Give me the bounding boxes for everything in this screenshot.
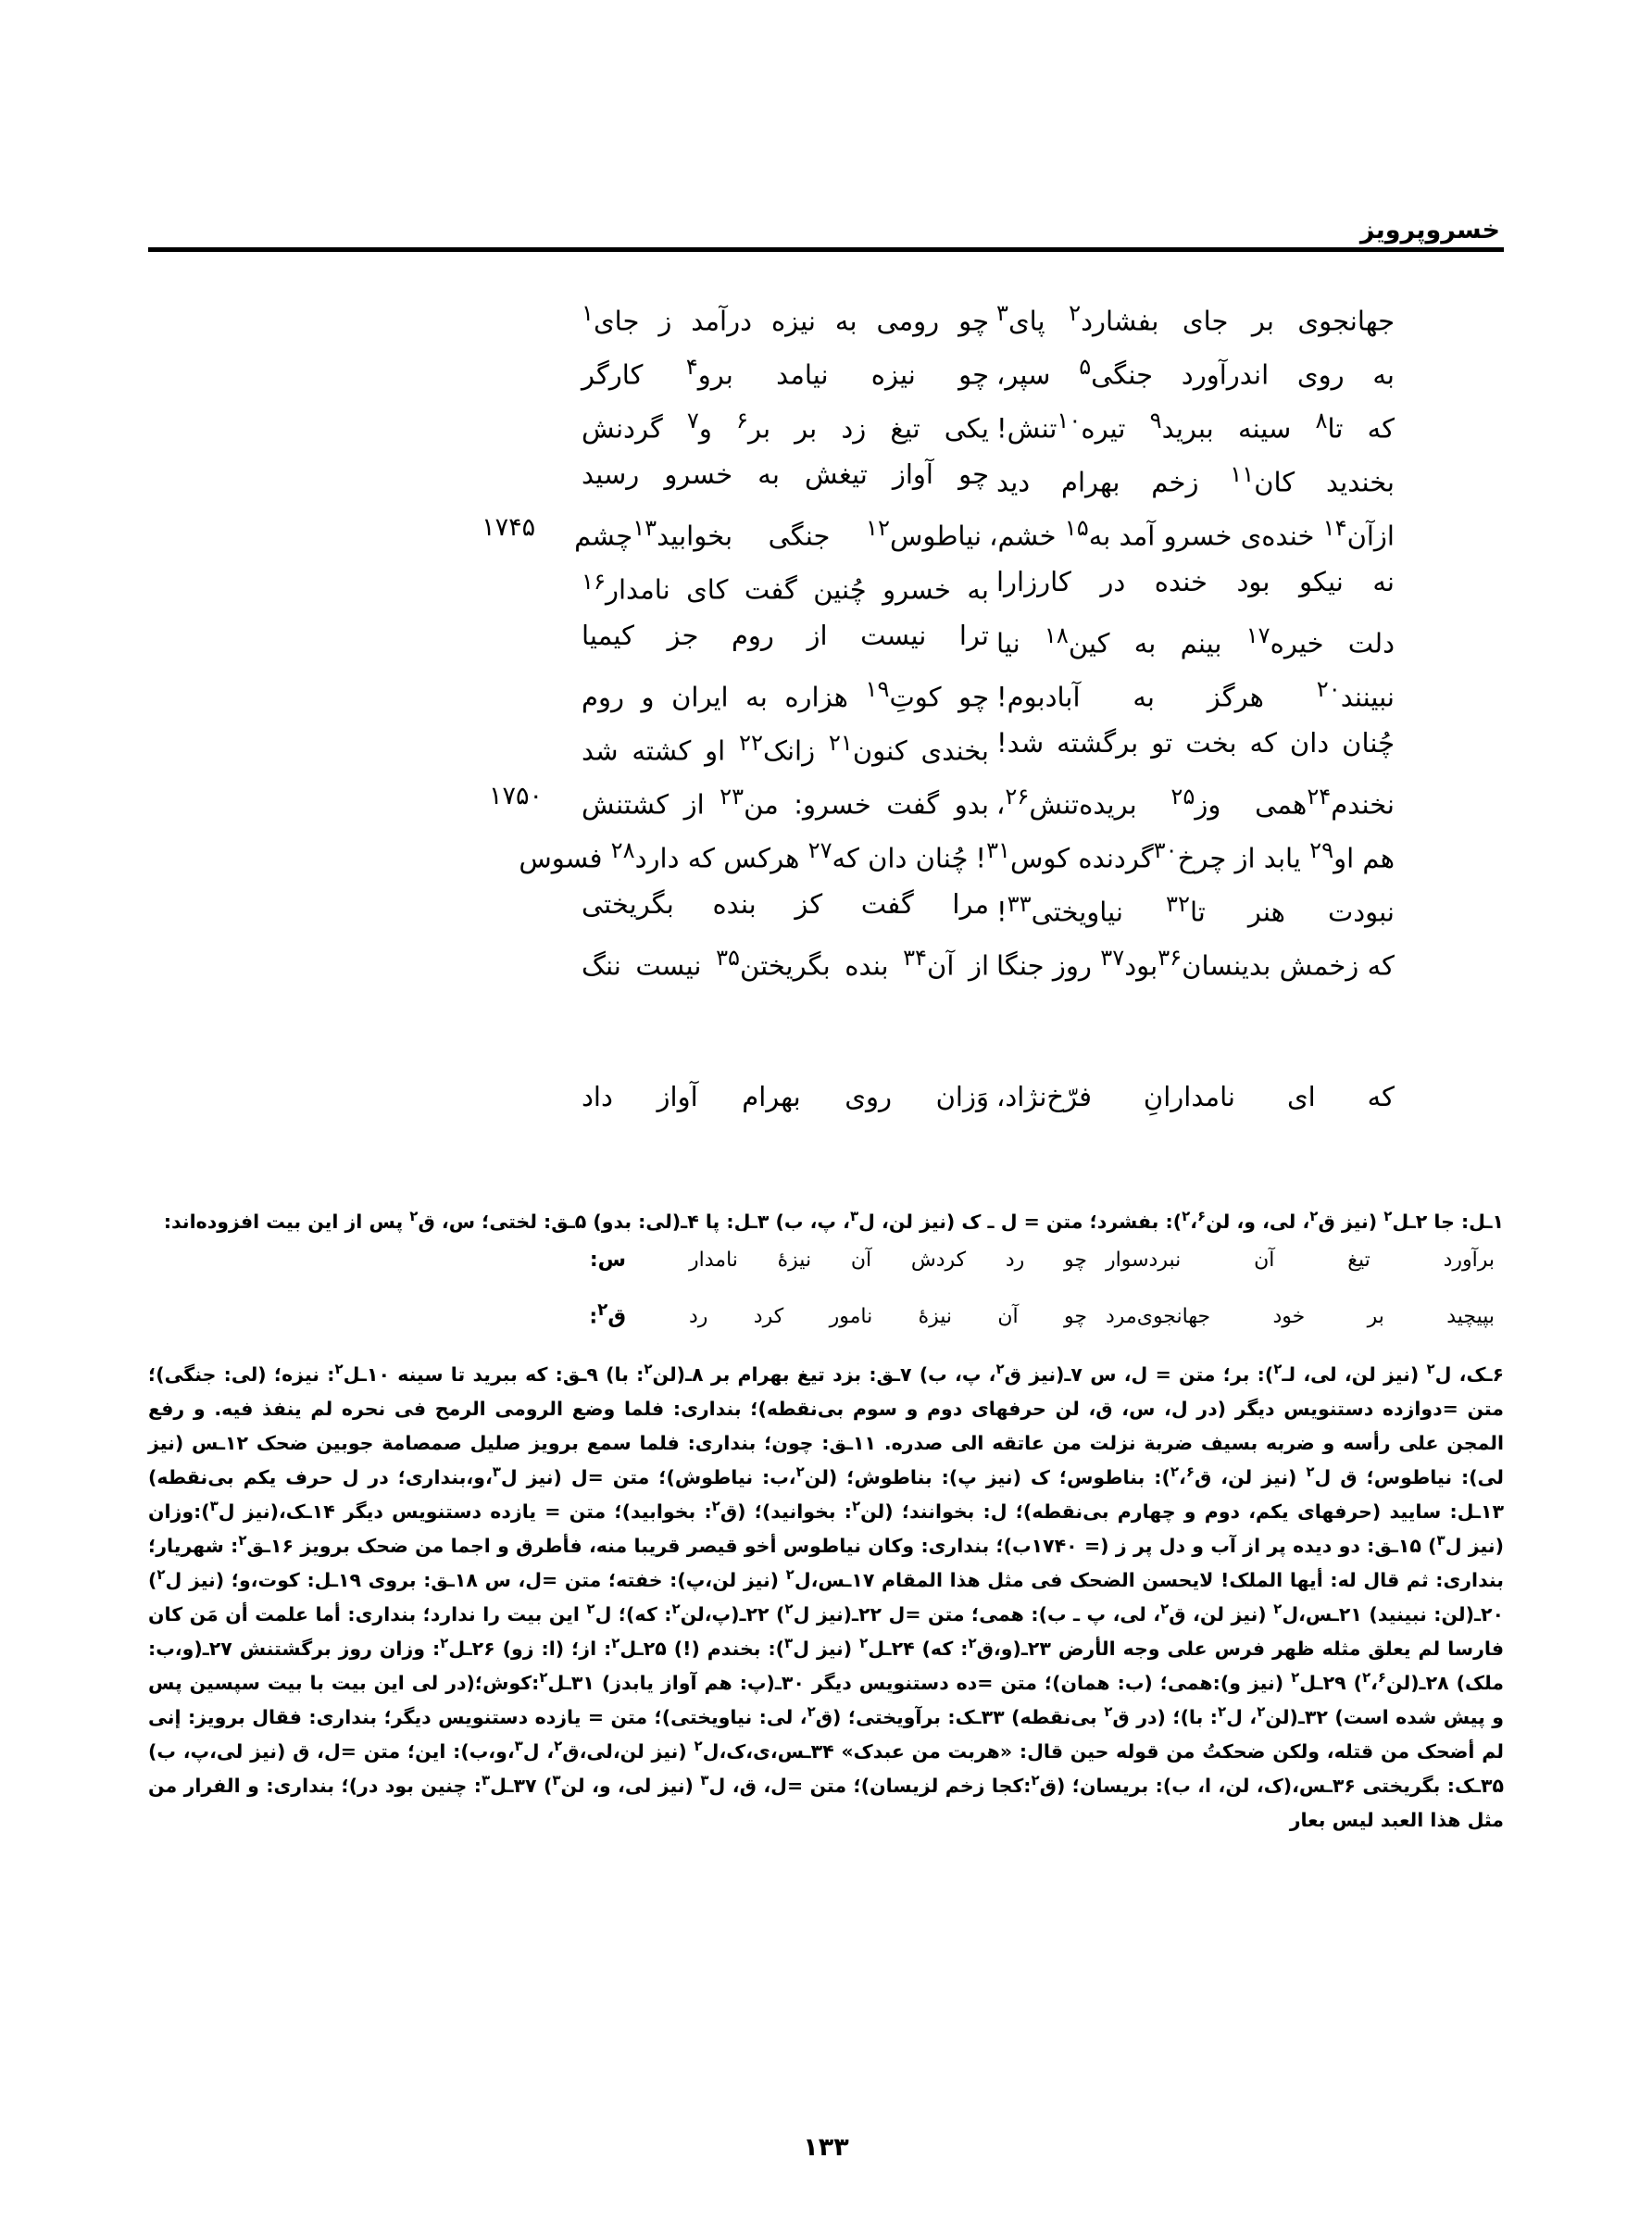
- verse-hemistich-first: بخندی کنون$^{۲۱}$ زانک$^{۲۲}$ او کشته شد: [582, 730, 989, 767]
- verse-hemistich-first: بدو گفت خسرو: من$^{۲۳}$ از کشتنش: [582, 784, 989, 821]
- inserted-hemistich-first: چو آن نیزهٔ نامور کرد رد: [689, 1305, 1087, 1329]
- verse-row: [232, 826, 1420, 880]
- verse-hemistich-second: نبودت هنر تا$^{۳۲}$ نیاویختی$^{۳۳}$!: [996, 891, 1395, 928]
- inserted-verse-row: [148, 1300, 1504, 1352]
- verse-row: [232, 289, 1420, 343]
- verse-line-number: ۱۷۵۰: [489, 782, 544, 810]
- page-number: ۱۳۳: [803, 2133, 849, 2162]
- verse-row: [232, 450, 1420, 504]
- verse-hemistich-first: ترا نیست از روم جز کیمیا: [582, 620, 989, 651]
- verse-hemistich-first: یکی تیغ زد بر بر$^۶$ و$^۷$ گردنش: [582, 408, 990, 445]
- apparatus-paragraph: ۶ـک، ل$^۲$ (نیز لن، لی، لـ$^۲$): بر؛ متن = ل، س ۷ـ(نیز ق$^۲$، پ، ب) ۷ـق: بزد تیغ بهرام بر ۸ـ(لن$^۲$: با) ۹ـق: که ببرید تا سینه ۱۰ـل$^۲$: نیزه؛ (لی: جنگی)؛ متن =دوازده دستنویس دیگر (در ل، س، ق، لن حرفهای دوم و سوم بی‌نقطه)؛ بنداری: فلما وضع الرومی الرمح فی نحره لم ینفذ فیه. و رفع المجن علی رأسه و ضربه بسیف ضربة نزلت من عاتقه الی صدره. ۱۱ـق: چون؛ بنداری: فلما سمع برویز صلیل صمصامة جوبین ضحک ۱۲ـس (نیز لی): نیاطوس؛ ق ل$^۲$ (نیز لن، ق$^۲$،$^۶$): بناطوس؛ ک (نیز پ): بناطوش؛ (لن$^۲$،ب: نیاطوش)؛ متن =ل (نیز ل$^۳$،و،بنداری؛ در ل حرف یکم بی‌نقطه) ۱۳ـل: سایید (حرفهای یکم، دوم و چهارم بی‌نقطه)؛ ل: بخوانند؛ (لن$^۲$: بخوانید)؛ (ق$^۲$: بخوابید)؛ متن = یازده دستنویس دیگر ۱۴ـک،(نیز ل$^۳$):وزان (نیز ل$^۳$) ۱۵ـق: دو دیده پر از آب و دل پر ز (= ۱۷۴۰ب)؛ بنداری: وکان نیاطوس أخو قیصر قریبا منه، فأطرق و اجما من ضحک برویز ۱۶ـق$^۲$: شهریار؛ بنداری: ثم قال له: أیها الملک! لایحسن الضحک فی مثل هذا المقام ۱۷ـس،ل$^۲$ (نیز لن،پ): خفته؛ متن =ل، س ۱۸ـق: بروی ۱۹ـل: کوت،و؛ (نیز ل$^۲$) ۲۰ـ(لن: نبینید) ۲۱ـس،ل$^۲$ (نیز لن، ق$^۲$، لی، پ ـ ب): همی؛ متن =ل ۲۲ـ(نیز ل$^۲$) ۲۲ـ(پ،لن$^۲$: که)؛ ل$^۲$ این بیت را ندارد؛ بنداری: أما علمت أن مَن کان فارسا لم یعلق مثله ظهر فرس علی وجه الأرض ۲۳ـ(و،ق$^۲$: که) ۲۴ـل$^۲$ (نیز ل$^۳$): بخندم (!) ۲۵ـل$^۲$: از؛ (ا: زو) ۲۶ـل$^۲$: وزان روز برگشتنش ۲۷ـ(و،ب: ملک) ۲۸ـ(لن$^۲$،$^۶$) ۲۹ـل$^۲$ (نیز و):همی؛ (ب: همان)؛ متن =ده دستنویس دیگر ۳۰ـ(پ: هم آواز یابدز) ۳۱ـل$^۲$:کوش؛(در لی این بیت با بیت سپسین پس و پیش شده است) ۳۲ـ(لن$^۲$، ل$^۲$: با)؛ (در ق$^۲$ بی‌نقطه) ۳۳ـک: برآویختی؛ (ق$^۲$، لی: نیاویختی)؛ متن = یازده دستنویس دیگر؛ بنداری: فقال برویز: إنی لم أضحک من قتله، ولکن ضحکتُ من قوله حین قال: «هربت من عبدک» ۳۴ـس،ی،ک،ل$^۲$ (نیز لن،لی،ق$^۲$، ل$^۳$،و،ب): این؛ متن =ل، ق (نیز لی،پ، ب) ۳۵ـک: بگریختی ۳۶ـس،(ک، لن، ا، ب): بریسان؛ (ق$^۲$:کجا زخم لزیسان)؛ متن =ل، ق، ل$^۳$ (نیز لی، و، لن$^۳$) ۳۷ـل$^۳$: چنین بود در)؛ بنداری: و الفرار من مثل هذا العبد لیس بعار: [148, 1361, 1505, 1831]
- verse-hemistich-first: چُنان دان که$^{۲۷}$ هرکس که دارد$^{۲۸}$ فسوس: [519, 837, 969, 874]
- verse-hemistich-second: نه نیکو بود خنده در کارزارا: [996, 566, 1395, 597]
- verse-hemistich-second: دلت خیره$^{۱۷}$ بینم به کین$^{۱۸}$ نیا: [996, 622, 1395, 659]
- verse-hemistich-second: بخندید کان$^{۱۱}$ زخم بهرام دید: [996, 461, 1395, 498]
- verse-hemistich-first: چو کوتِ$^{۱۹}$ هزاره به ایران و روم: [582, 676, 990, 713]
- verse-row: [232, 1073, 1420, 1130]
- verse-hemistich-second: نخندم$^{۲۴}$همی وز$^{۲۵}$ بریده‌تنش$^{۲۶}$،: [996, 784, 1395, 821]
- verse-row: [232, 611, 1420, 665]
- manuscript-sigil: س:: [589, 1249, 626, 1272]
- verse-hemistich-first: وَزان روی بهرام آواز داد: [582, 1081, 989, 1112]
- verse-hemistich-second: که ای نامدارانِ فرّخ‌نژاد،: [996, 1081, 1395, 1112]
- apparatus-intro: [148, 1204, 1504, 1239]
- verse-row: [232, 558, 1420, 611]
- verse-hemistich-first: مرا گفت کز بنده بگریختی: [582, 888, 989, 920]
- verse-line-number: ۱۷۴۵: [482, 513, 536, 542]
- verse-hemistich-second: که تا$^۸$ سینه ببرید$^۹$ تیره$^{۱۰}$تنش!: [996, 408, 1395, 445]
- verse-hemistich-second: چُنان دان که بخت تو برگشته شد!: [996, 727, 1395, 759]
- running-head-block: [148, 196, 1504, 252]
- inserted-verse-row: [148, 1249, 1504, 1300]
- verse-row: [232, 772, 1420, 826]
- apparatus-body: [148, 1358, 1504, 1838]
- verse-hemistich-second: جهانجوی بر جای بفشارد$^۲$ پای$^۳$: [996, 300, 1395, 337]
- verse-hemistich-first: چو آواز تیغش به خسرو رسید: [582, 458, 989, 490]
- verse-block: [232, 289, 1420, 987]
- apparatus-paragraph: ۱ـل: جا ۲ـل$^۲$ (نیز ق$^۲$، لی، و، لن$^۲$،$^۶$): بفشرد؛ متن = ل ـ ک (نیز لن، ل$^۳$، پ، ب) ۳ـل: پا ۴ـ(لی: بدو) ۵ـق: لختی؛ س، ق$^۲$ پس از این بیت افزوده‌اند:: [163, 1208, 1504, 1233]
- verse-row: [232, 396, 1420, 450]
- verse-row: [232, 504, 1420, 558]
- running-head-title: خسروپرویز: [1359, 216, 1500, 245]
- verse-hemistich-second: نبینند$^{۲۰}$ هرگز به آبادبوم!: [996, 676, 1395, 713]
- critical-apparatus: [148, 1204, 1504, 1839]
- verse-hemistich-first: از آن$^{۳۴}$ بنده بگریختن$^{۳۵}$ نیست ننگ: [582, 945, 989, 982]
- verse-hemistich-second: به روی اندرآورد جنگی$^۵$ سپر،: [996, 354, 1395, 391]
- inserted-hemistich-second: بپیچید بر خود جهانجوی‌مرد: [1106, 1305, 1495, 1329]
- inserted-hemistich-second: برآورد تیغ آن نبردسوار: [1106, 1249, 1495, 1272]
- verse-row: [232, 719, 1420, 772]
- verse-row: [232, 665, 1420, 719]
- verse-row: [232, 343, 1420, 396]
- verse-row: [232, 880, 1420, 934]
- verse-hemistich-first: به خسرو چُنین گفت کای نامدار$^{۱۶}$: [582, 569, 989, 606]
- verse-hemistich-second: هم او$^{۲۹}$ یابد از چرخ$^{۳۰}$گردنده کوس$^{۳۱}$!: [975, 837, 1395, 874]
- verse-row: [232, 934, 1420, 987]
- manuscript-sigil: ق$^۲$:: [589, 1300, 626, 1329]
- inserted-verses-block: [148, 1249, 1504, 1352]
- verse-hemistich-second: ازآن$^{۱۴}$ خنده‌ی خسرو آمد به$^{۱۵}$ خشم،: [989, 515, 1395, 552]
- verse-hemistich-first: نیاطوس$^{۱۲}$ جنگی بخوابید$^{۱۳}$چشم: [574, 515, 982, 552]
- inserted-hemistich-first: چو رد کردش آن نیزهٔ نامدار: [689, 1249, 1087, 1272]
- verse-hemistich-first: چو نیزه نیامد برو$^۴$ کارگر: [582, 354, 990, 391]
- verse-hemistich-first: چو رومی به نیزه درآمد ز جای$^۱$: [582, 300, 989, 337]
- single-verse-block: [232, 1073, 1420, 1130]
- header-rule: [148, 247, 1504, 252]
- verse-hemistich-second: که زخمش بدینسان$^{۳۶}$بود$^{۳۷}$ روز جنگا: [996, 945, 1395, 982]
